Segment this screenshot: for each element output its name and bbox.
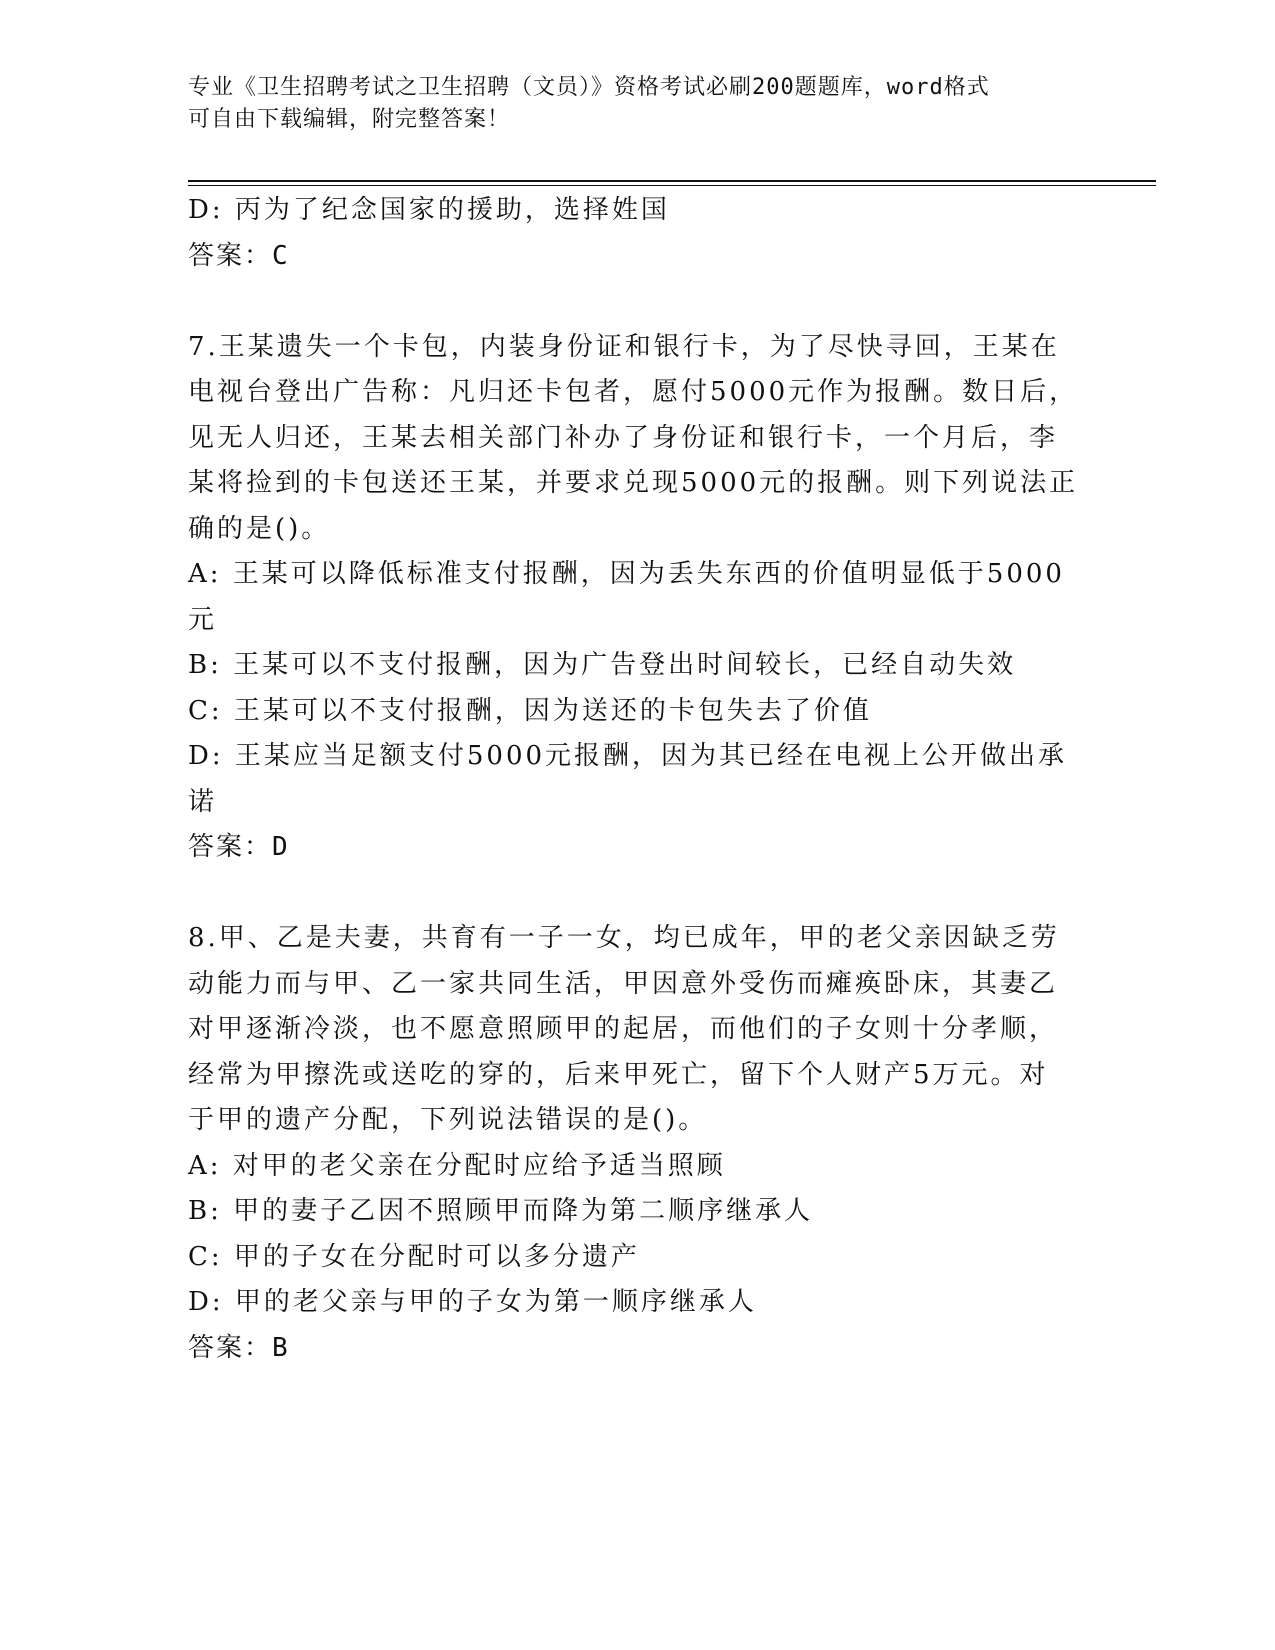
option-a-continued: 元	[188, 604, 218, 635]
option-d: D: 丙为了纪念国家的援助，选择姓国	[188, 195, 670, 225]
question-stem-line: 见无人归还，王某去相关部门补办了身份证和银行卡，一个月后，李	[188, 422, 1059, 453]
option-d: D: 甲的老父亲与甲的子女为第一顺序继承人	[188, 1287, 757, 1317]
question-stem-line: 经常为甲擦洗或送吃的穿的，后来甲死亡，留下个人财产5万元。对	[188, 1059, 1049, 1090]
answer-label: 答案：	[188, 832, 273, 862]
answer-value: B	[272, 1332, 290, 1363]
option-d: D: 王某应当足额支付5000元报酬，因为其已经在电视上公开做出承	[188, 741, 1068, 771]
question-stem-line: 对甲逐渐冷淡，也不愿意照顾甲的起居，而他们的子女则十分孝顺，	[188, 1014, 1059, 1044]
page-header	[188, 72, 1088, 136]
question-stem-line: 电视台登出广告称：凡归还卡包者，愿付5000元作为报酬。数日后，	[188, 377, 1079, 407]
spacer	[188, 279, 1088, 325]
header-divider	[188, 180, 1156, 186]
question-stem-line: 8.甲、乙是夫妻，共育有一子一女，均已成年，甲的老父亲因缺乏劳	[188, 923, 1060, 953]
answer-value: D	[272, 832, 290, 862]
option-b: B: 王某可以不支付报酬，因为广告登出时间较长，已经自动失效	[188, 650, 1017, 680]
answer-line	[188, 1326, 1088, 1372]
answer-label: 答案：	[188, 1332, 273, 1363]
spacer	[188, 871, 1088, 917]
question-7	[188, 325, 1088, 871]
answer-value: C	[272, 240, 290, 271]
question-stem-line: 某将捡到的卡包送还王某，并要求兑现5000元的报酬。则下列说法正	[188, 468, 1079, 498]
header-line-2: 可自由下载编辑，附完整答案！	[188, 107, 511, 132]
question-stem-line: 7.王某遗失一个卡包，内装身份证和银行卡，为了尽快寻回，王某在	[188, 331, 1060, 362]
question-8	[188, 916, 1088, 1371]
option-d-continued: 诺	[188, 786, 218, 817]
option-c: C: 王某可以不支付报酬，因为送还的卡包失去了价值	[188, 695, 872, 726]
header-line-1: 专业《卫生招聘考试之卫生招聘（文员）》资格考试必刷200题题库，word格式	[188, 75, 990, 100]
answer-line	[188, 234, 1088, 280]
question-6-continuation	[188, 188, 1088, 279]
option-c: C: 甲的子女在分配时可以多分遗产	[188, 1241, 640, 1272]
option-b: B: 甲的妻子乙因不照顾甲而降为第二顺序继承人	[188, 1196, 814, 1226]
option-a: A: 对甲的老父亲在分配时应给予适当照顾	[188, 1150, 726, 1181]
option-a: A: 王某可以降低标准支付报酬，因为丢失东西的价值明显低于5000	[188, 559, 1065, 589]
answer-label: 答案：	[188, 240, 273, 271]
question-stem-line: 于甲的遗产分配，下列说法错误的是()。	[188, 1105, 708, 1135]
answer-line	[188, 825, 1088, 871]
document-body	[188, 188, 1088, 1371]
question-stem-line: 确的是()。	[188, 513, 331, 544]
question-stem-line: 动能力而与甲、乙一家共同生活，甲因意外受伤而瘫痪卧床，其妻乙	[188, 968, 1059, 999]
